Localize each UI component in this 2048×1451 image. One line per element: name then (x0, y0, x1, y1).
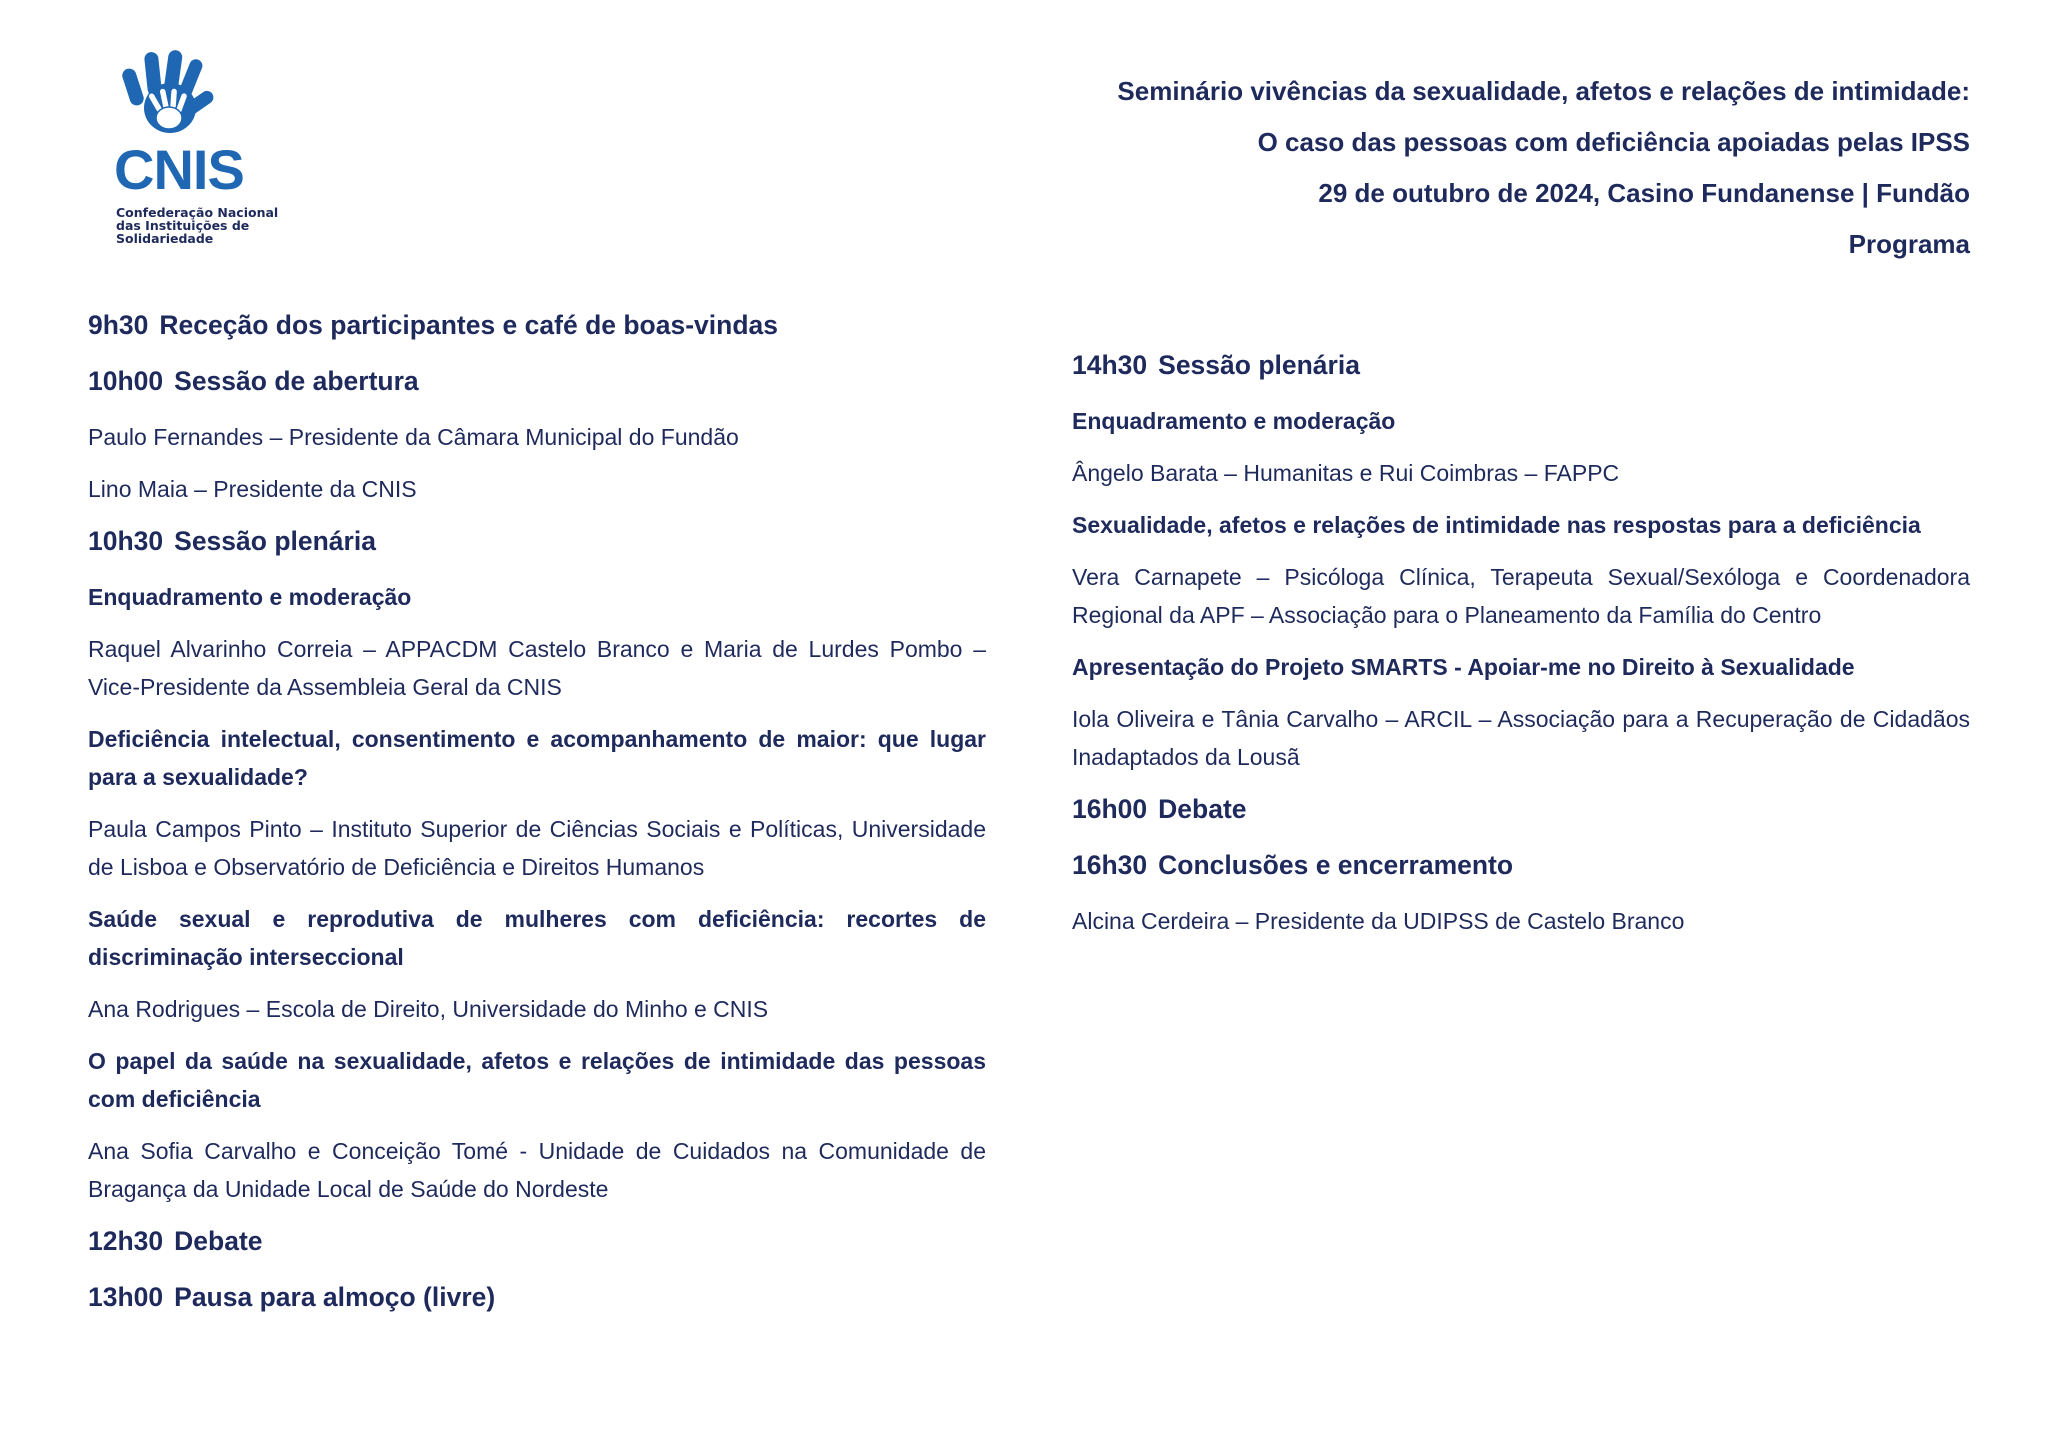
session-topic: Deficiência intelectual, consentimento e acompanhamento de maior: que lugar para a sexualidade? (88, 726, 986, 790)
document-header (1117, 66, 1970, 270)
slot-title: Debate (174, 1226, 263, 1256)
slot-title: Sessão plenária (1158, 350, 1360, 380)
speaker-line: Iola Oliveira e Tânia Carvalho – ARCIL – Associação para a Recuperação de Cidadãos Inadaptados da Lousã (1072, 706, 1970, 770)
session-topic: Apresentação do Projeto SMARTS - Apoiar-me no Direito à Sexualidade (1072, 654, 1855, 680)
slot-title: Sessão de abertura (174, 366, 419, 396)
slot-title: Sessão plenária (174, 526, 376, 556)
schedule-slot (88, 522, 986, 560)
session-topic: O papel da saúde na sexualidade, afetos e relações de intimidade das pessoas com deficiência (88, 1048, 986, 1112)
seminar-title: Seminário vivências da sexualidade, afetos e relações de intimidade: (1117, 76, 1970, 106)
slot-time: 16h30 (1072, 850, 1148, 880)
slot-time: 14h30 (1072, 350, 1148, 380)
hands-icon (112, 48, 222, 140)
slot-time: 10h30 (88, 526, 164, 556)
program-column-afternoon (1072, 346, 1970, 954)
slot-time: 13h00 (88, 1282, 164, 1312)
session-topic: Saúde sexual e reprodutiva de mulheres com deficiência: recortes de discriminação interseccional (88, 906, 986, 970)
speaker-line: Vera Carnapete – Psicóloga Clínica, Terapeuta Sexual/Sexóloga e Coordenadora Regional da APF – Associação para o Planeamento da Família do Centro (1072, 564, 1970, 628)
slot-time: 12h30 (88, 1226, 164, 1256)
session-topic: Enquadramento e moderação (1072, 408, 1396, 434)
slot-time: 9h30 (88, 310, 149, 340)
speaker-line: Alcina Cerdeira – Presidente da UDIPSS de Castelo Branco (1072, 908, 1685, 934)
program-heading: Programa (1848, 229, 1970, 259)
schedule-slot (88, 362, 986, 400)
speaker-line: Ana Rodrigues – Escola de Direito, Universidade do Minho e CNIS (88, 996, 769, 1022)
speaker-line: Lino Maia – Presidente da CNIS (88, 476, 417, 502)
slot-title: Pausa para almoço (livre) (174, 1282, 496, 1312)
speaker-line: Paulo Fernandes – Presidente da Câmara Municipal do Fundão (88, 424, 739, 450)
seminar-subtitle: O caso das pessoas com deficiência apoiadas pelas IPSS (1257, 127, 1970, 157)
slot-time: 10h00 (88, 366, 164, 396)
schedule-slot (88, 1278, 986, 1316)
speaker-line: Raquel Alvarinho Correia – APPACDM Castelo Branco e Maria de Lurdes Pombo – Vice-Presidente da Assembleia Geral da CNIS (88, 636, 986, 700)
speaker-line: Paula Campos Pinto – Instituto Superior de Ciências Sociais e Políticas, Universidade de Lisboa e Observatório de Deficiência e Direitos Humanos (88, 816, 986, 880)
logo-subtitle-line: Solidariedade (116, 231, 214, 246)
schedule-slot (1072, 346, 1970, 384)
session-topic: Enquadramento e moderação (88, 584, 412, 610)
logo-subtitle-line: das Instituições de (116, 218, 250, 233)
schedule-slot (1072, 846, 1970, 884)
slot-title: Receção dos participantes e café de boas-vindas (159, 310, 778, 340)
logo-wordmark: CNIS (114, 138, 244, 201)
schedule-slot (88, 306, 986, 344)
session-topic: Sexualidade, afetos e relações de intimidade nas respostas para a deficiência (1072, 512, 1921, 538)
logo-subtitle (116, 206, 282, 245)
cnis-logo (112, 48, 282, 245)
slot-time: 16h00 (1072, 794, 1148, 824)
schedule-slot (88, 1222, 986, 1260)
slot-title: Debate (1158, 794, 1247, 824)
program-column-morning (88, 306, 986, 1334)
slot-title: Conclusões e encerramento (1158, 850, 1514, 880)
speaker-line: Ana Sofia Carvalho e Conceição Tomé - Unidade de Cuidados na Comunidade de Bragança da Unidade Local de Saúde do Nordeste (88, 1138, 986, 1202)
schedule-slot (1072, 790, 1970, 828)
logo-subtitle-line: Confederação Nacional (116, 205, 279, 220)
event-date-location: 29 de outubro de 2024, Casino Fundanense | Fundão (1318, 178, 1970, 208)
speaker-line: Ângelo Barata – Humanitas e Rui Coimbras – FAPPC (1072, 460, 1620, 486)
